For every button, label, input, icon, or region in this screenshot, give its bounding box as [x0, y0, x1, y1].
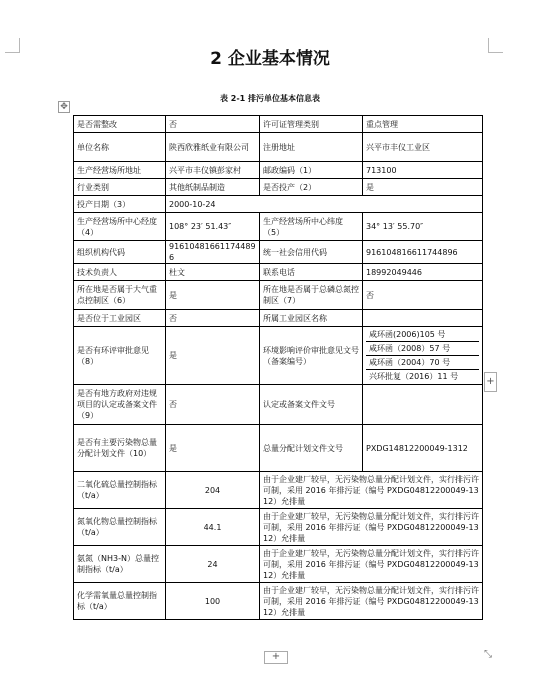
add-column-button[interactable]: +: [484, 372, 497, 392]
label-cell: 是否有地方政府对违规项目的认定或备案文件（9）: [74, 385, 166, 425]
label-cell: 二氧化硫总量控制指标（t/a）: [74, 472, 166, 509]
label-cell: 所属工业园区名称: [260, 310, 363, 327]
approval-docs-cell: [363, 327, 483, 385]
value-cell: 是: [166, 327, 260, 385]
label-cell: 生产经营场所地址: [74, 162, 166, 179]
label-cell: 许可证管理类别: [260, 116, 363, 133]
label-cell: 联系电话: [260, 264, 363, 281]
table-move-handle-icon[interactable]: ✥: [58, 101, 70, 113]
enterprise-info-table: [73, 115, 483, 620]
label-cell: 氮氧化物总量控制指标（t/a）: [74, 509, 166, 546]
table-row: [74, 196, 483, 213]
value-cell: 9161048166117448​96: [166, 241, 260, 264]
label-cell: 邮政编码（1）: [260, 162, 363, 179]
value-cell: [363, 385, 483, 425]
label-cell: 技术负责人: [74, 264, 166, 281]
label-cell: 是否位于工业园区: [74, 310, 166, 327]
value-cell: 陕西欣雅纸业有限公司: [166, 133, 260, 162]
approval-doc-number: 咸环函(2006)105 号: [366, 328, 479, 342]
label-cell: 生产经营场所中心纬度（5）: [260, 213, 363, 241]
value-cell: 108° 23′ 51.43″: [166, 213, 260, 241]
label-cell: 是否投产（2）: [260, 179, 363, 196]
label-cell: 是否有主要污染物总量分配计划文件（10）: [74, 425, 166, 472]
quota-value-cell: 100: [166, 583, 260, 620]
quota-note-cell: 由于企业建厂较早，无污染物总量分配计划文件，实行排污许可制，采用 2016 年排污证（编号 PXDG04812200049-1312）允排量: [260, 583, 483, 620]
value-cell: 是: [166, 425, 260, 472]
table-row: [74, 327, 483, 385]
table-row: [74, 546, 483, 583]
table-row: [74, 162, 483, 179]
value-cell: 其他纸制品制造: [166, 179, 260, 196]
quota-value-cell: 44.1: [166, 509, 260, 546]
value-cell: 兴平市丰仪工业区: [363, 133, 483, 162]
quota-value-cell: 204: [166, 472, 260, 509]
approval-doc-number: 咸环函（2004）70 号: [366, 356, 479, 370]
quota-note-cell: 由于企业建厂较早，无污染物总量分配计划文件，实行排污许可制，采用 2016 年排污证（编号 PXDG04812200049-1312）允排量: [260, 509, 483, 546]
table-row: [74, 472, 483, 509]
quota-note-cell: 由于企业建厂较早，无污染物总量分配计划文件，实行排污许可制，采用 2016 年排污证（编号 PXDG04812200049-1312）允排量: [260, 472, 483, 509]
value-cell: 2000-10-24: [166, 196, 483, 213]
label-cell: 投产日期（3）: [74, 196, 166, 213]
label-cell: 所在地是否属于大气重点控制区（6）: [74, 281, 166, 310]
label-cell: 氨氮（NH3-N）总量控制指标（t/a）: [74, 546, 166, 583]
table-resize-icon[interactable]: ⤡: [484, 649, 492, 660]
table-row: [74, 385, 483, 425]
value-cell: 916104816611744896: [363, 241, 483, 264]
label-cell: 是否需整改: [74, 116, 166, 133]
approval-doc-number: 兴环批复（2016）11 号: [369, 372, 459, 381]
table-row: [74, 133, 483, 162]
add-row-button[interactable]: +: [264, 651, 288, 664]
label-cell: 行业类别: [74, 179, 166, 196]
table-row: [74, 264, 483, 281]
label-cell: 组织机构代码: [74, 241, 166, 264]
label-cell: 所在地是否属于总磷总氮控制区（7）: [260, 281, 363, 310]
quota-note-cell: 由于企业建厂较早，无污染物总量分配计划文件，实行排污许可制，采用 2016 年排污证（编号 PXDG04812200049-1312）允排量: [260, 546, 483, 583]
table-row: [74, 179, 483, 196]
label-cell: 单位名称: [74, 133, 166, 162]
label-cell: 是否有环评审批意见（8）: [74, 327, 166, 385]
value-cell: 713100: [363, 162, 483, 179]
table-row: [74, 425, 483, 472]
label-cell: 环境影响评价审批意见文号（备案编号）: [260, 327, 363, 385]
label-cell: 生产经营场所中心经度（4）: [74, 213, 166, 241]
value-cell: 重点管理: [363, 116, 483, 133]
table-row: [74, 116, 483, 133]
table-row: [74, 583, 483, 620]
table-row: [74, 213, 483, 241]
value-cell: 否: [166, 385, 260, 425]
table-row: [74, 310, 483, 327]
value-cell: 否: [363, 281, 483, 310]
table-row: [74, 509, 483, 546]
value-cell: [363, 310, 483, 327]
table-row: [74, 281, 483, 310]
value-cell: PXDG14812200049-1312: [363, 425, 483, 472]
approval-doc-number: 咸环函（2008）57 号: [366, 342, 479, 356]
table-row: [74, 241, 483, 264]
value-cell: 兴平市丰仪镇彭家村: [166, 162, 260, 179]
value-cell: 18992049446: [363, 264, 483, 281]
value-cell: 否: [166, 310, 260, 327]
label-cell: 化学需氧量总量控制指标（t/a）: [74, 583, 166, 620]
value-cell: 是: [166, 281, 260, 310]
value-cell: 否: [166, 116, 260, 133]
label-cell: 注册地址: [260, 133, 363, 162]
section-heading: 2 企业基本情况: [210, 49, 330, 69]
value-cell: 杜文: [166, 264, 260, 281]
value-cell: 34° 13′ 55.70″: [363, 213, 483, 241]
quota-value-cell: 24: [166, 546, 260, 583]
label-cell: 统一社会信用代码: [260, 241, 363, 264]
label-cell: 认定或备案文件文号: [260, 385, 363, 425]
table-caption: 表 2-1 排污单位基本信息表: [219, 94, 321, 103]
value-cell: 是: [363, 179, 483, 196]
label-cell: 总量分配计划文件文号: [260, 425, 363, 472]
